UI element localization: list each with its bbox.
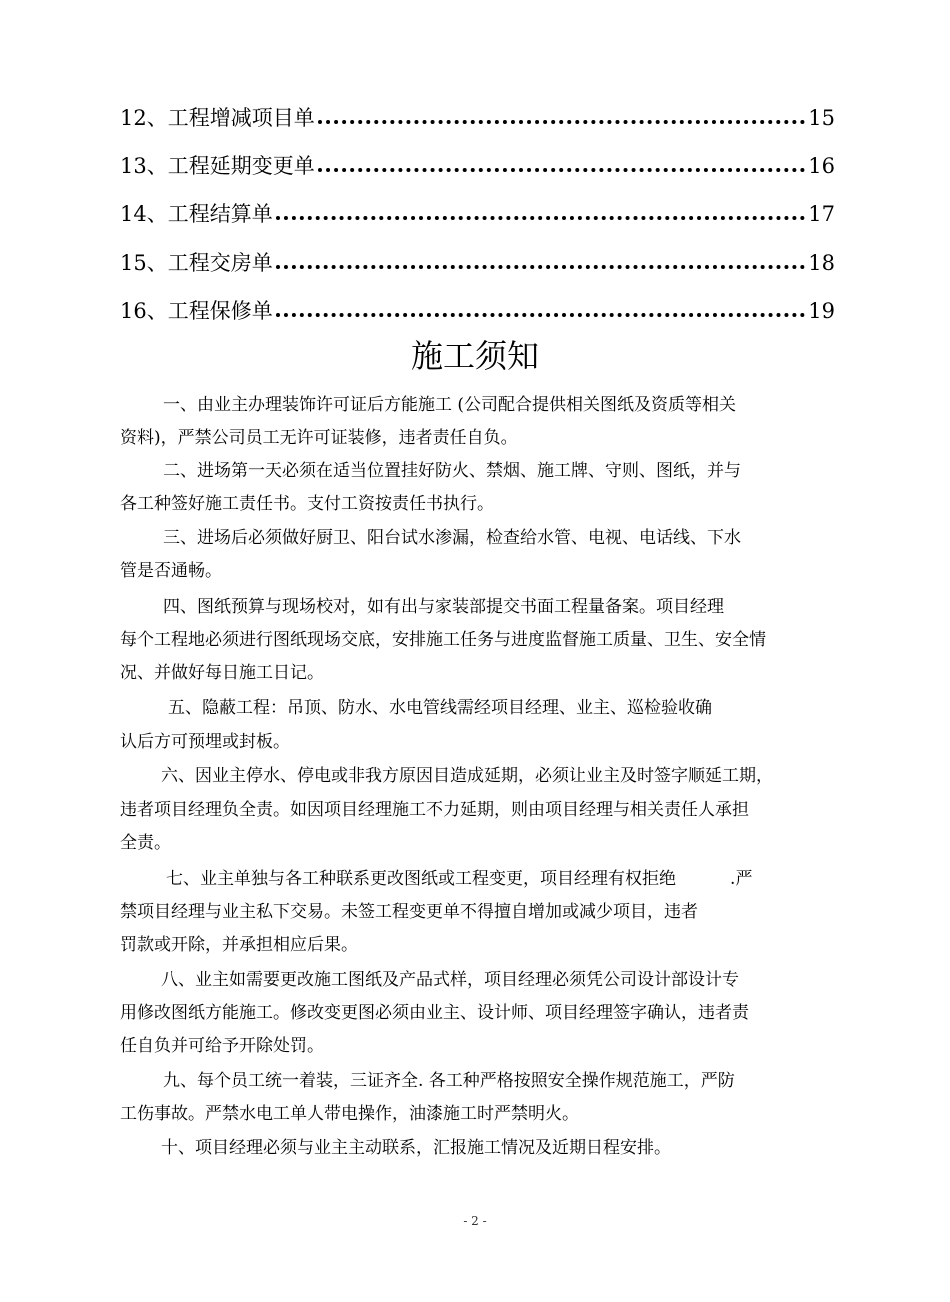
paragraph-line: 各工种签好施工责任书。支付工资按责任书执行。 [120,494,494,514]
toc-number: 13、 [120,154,168,178]
toc-entry [120,195,835,229]
toc-leader-dots [276,265,806,269]
toc-leader-dots [318,120,806,124]
paragraph-line: 七、业主单独与各工种联系更改图纸或工程变更，项目经理有权拒绝 .严 [166,869,753,889]
toc-title: 工程保修单 [167,299,273,323]
toc-page-number: 19 [808,299,835,323]
toc-entry [120,292,835,326]
paragraph-line: 罚款或开除，并承担相应后果。 [120,935,358,955]
paragraph-line: 资料)，严禁公司员工无许可证装修，违者责任自负。 [120,428,518,448]
paragraph-line: 四、图纸预算与现场校对，如有出与家装部提交书面工程量备案。项目经理 [163,597,724,617]
paragraph-line: 工伤事故。严禁水电工单人带电操作，油漆施工时严禁明火。 [120,1104,579,1124]
paragraph-line: 九、每个员工统一着装，三证齐全. 各工种严格按照安全操作规范施工，严防 [163,1071,735,1091]
toc-title: 工程交房单 [167,251,273,275]
paragraph-line: 五、隐蔽工程：吊顶、防水、水电管线需经项目经理、业主、巡检验收确 [168,698,712,718]
toc-leader-dots [318,168,806,172]
toc-leader-dots [276,313,806,317]
toc-number: 16、 [120,299,168,323]
paragraph-line: 三、进场后必须做好厨卫、阳台试水渗漏，检查给水管、电视、电话线、下水 [163,528,741,548]
page-number-footer: - 2 - [463,1214,487,1228]
toc-leader-dots [276,216,806,220]
toc-entry [120,99,835,133]
paragraph-line: 十、项目经理必须与业主主动联系，汇报施工情况及近期日程安排。 [161,1138,671,1158]
paragraph-line: 八、业主如需要更改施工图纸及产品式样，项目经理必须凭公司设计部设计专 [161,970,739,990]
toc-number: 12、 [120,106,168,130]
toc-page-number: 15 [808,106,835,130]
paragraph-line: 一、由业主办理装饰许可证后方能施工 (公司配合提供相关图纸及资质等相关 [163,395,737,415]
toc-page-number: 18 [808,251,835,275]
toc-page-number: 17 [808,202,835,226]
toc-title: 工程结算单 [167,202,273,226]
paragraph-line: 认后方可预埋或封板。 [120,732,290,752]
toc-number: 14、 [120,202,168,226]
paragraph-line: 禁项目经理与业主私下交易。未签工程变更单不得擅自增加或减少项目，违者 [120,902,698,922]
toc-title: 工程增减项目单 [167,106,315,130]
toc-page-number: 16 [808,154,835,178]
paragraph-line: 用修改图纸方能施工。修改变更图必须由业主、设计师、项目经理签字确认，违者责 [120,1003,749,1023]
section-heading: 施工须知 [410,337,539,375]
paragraph-line: 全责。 [120,833,171,853]
paragraph-line: 二、进场第一天必须在适当位置挂好防火、禁烟、施工牌、守则、图纸，并与 [163,461,741,481]
paragraph-line: 况、并做好每日施工日记。 [120,663,324,683]
paragraph-line: 六、因业主停水、停电或非我方原因目造成延期，必须让业主及时签字顺延工期， [161,766,773,786]
toc-entry [120,147,835,181]
paragraph-line: 违者项目经理负全责。如因项目经理施工不力延期，则由项目经理与相关责任人承担 [120,800,749,820]
paragraph-line: 任自负并可给予开除处罚。 [120,1036,324,1056]
paragraph-line: 管是否通畅。 [120,561,222,581]
toc-number: 15、 [120,251,168,275]
paragraph-line: 每个工程地必须进行图纸现场交底，安排施工任务与进度监督施工质量、卫生、安全情 [120,630,766,650]
toc-title: 工程延期变更单 [167,154,315,178]
toc-entry [120,244,835,278]
